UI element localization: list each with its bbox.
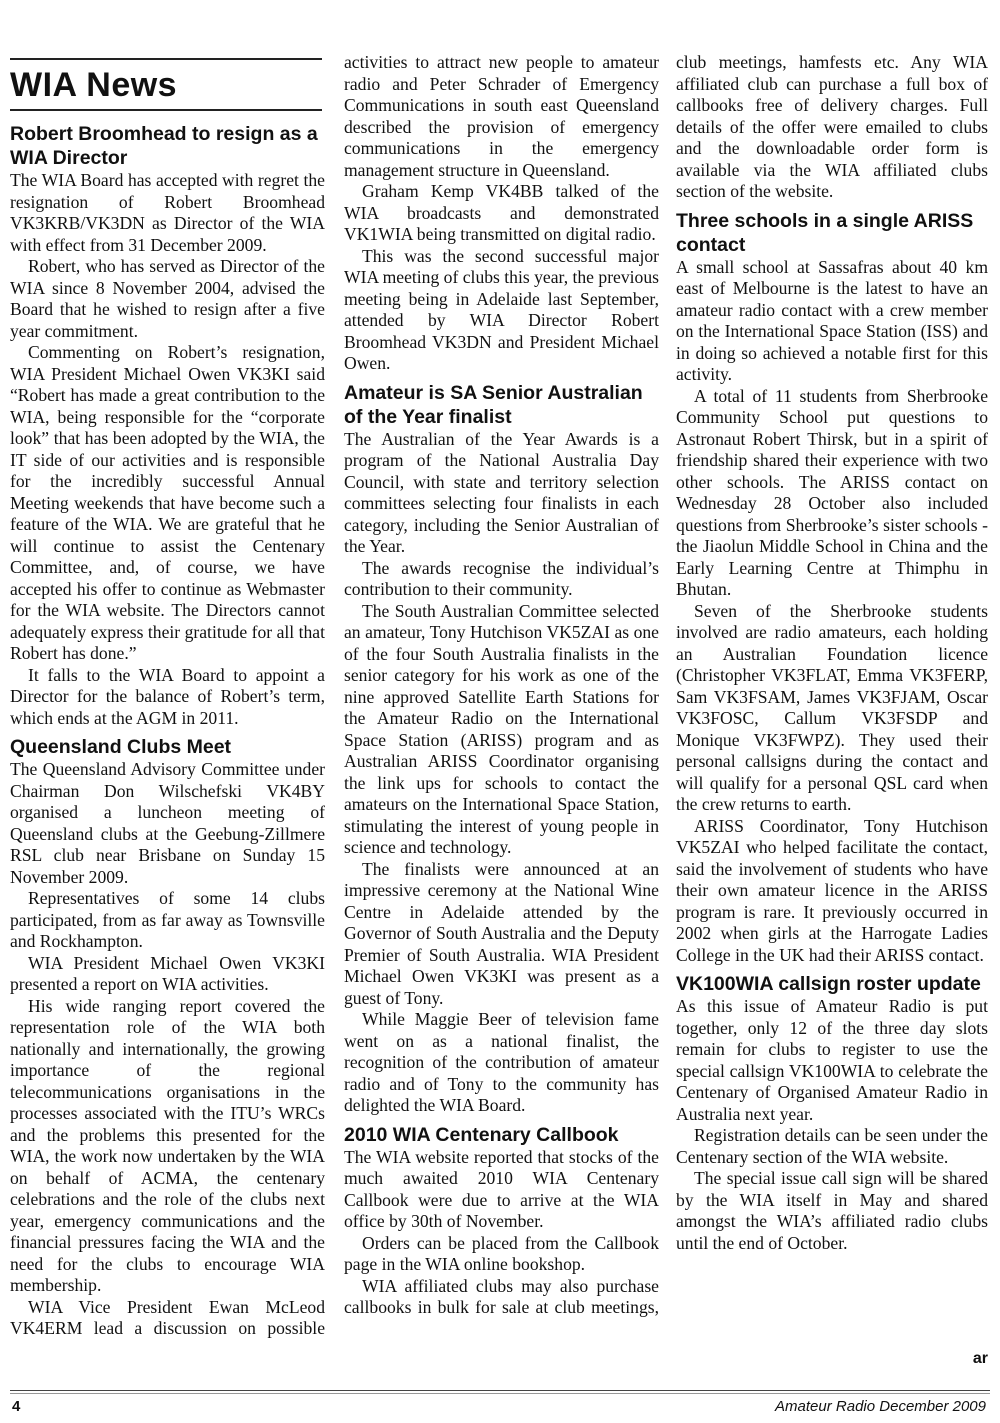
paragraph-continues: WIA Vice President Ewan McLeod VK4ERM lead a discussion on possible <box>10 1296 325 1338</box>
paragraph: ARISS Coordinator, Tony Hutchison VK5ZAI who helped facilitate the contact, said the involvement of students who have their own amateur licence in the ARISS program is rare. It previously occurred in 2002 when girls at the Harrogate Ladies College in the UK had their ARISS contact. <box>676 815 988 965</box>
paragraph: Robert, who has served as Director of the WIA since 8 November 2004, advised the Board that he wished to resign after a five year commitment. <box>10 256 325 341</box>
column-2 <box>344 52 659 1319</box>
article-heading-ariss: Three schools in a single ARISS contact <box>676 209 974 256</box>
paragraph: This was the second successful major WIA meeting of clubs this year, the previous meeting being in Adelaide last September, attended by WIA Director Robert Broomhead VK3DN and President Michael Owen. <box>344 245 659 373</box>
paragraph: club meetings, hamfests etc. Any WIA affiliated club can purchase a full box of callbooks free of delivery charges. Full details of the offer were emailed to clubs and the downloadable order form is available via the WIA affiliated clubs section of the website. <box>676 52 988 201</box>
article-heading-broomhead: Robert Broomhead to resign as a WIA Director <box>10 123 318 169</box>
article-heading-queensland: Queensland Clubs Meet <box>10 736 232 758</box>
page-title: WIA News <box>10 66 178 104</box>
signoff-mark: ar <box>972 1350 988 1367</box>
article-heading-senior: Amateur is SA Senior Australian of the Year finalist <box>344 381 643 428</box>
paragraph: The finalists were announced at an impressive ceremony at the National Wine Centre in Adelaide attended by the Governor of South Australia and the Deputy Premier of South Australia. WIA President Michael Owen VK3KI was present as a guest of Tony. <box>344 858 659 1008</box>
paragraph: Representatives of some 14 clubs participated, from as far away as Townsville and Rockhampton. <box>10 888 325 951</box>
article-heading-callbook: 2010 WIA Centenary Callbook <box>344 1123 619 1146</box>
paragraph: activities to attract new people to amateur radio and Peter Schrader of Emergency Communications in south east Queensland described the provision of emergency communications in the emergency management structure in Queensland. <box>344 52 659 180</box>
masthead-top-rule <box>10 58 322 60</box>
paragraph: Graham Kemp VK4BB talked of the WIA broadcasts and demonstrated VK1WIA being transmitted on digital radio. <box>344 181 659 244</box>
paragraph-continues: WIA affiliated clubs may also purchase callbooks in bulk for sale at club meetings, <box>344 1275 659 1317</box>
masthead <box>10 58 322 111</box>
paragraph: The special issue call sign will be shared by the WIA itself in May and shared amongst the WIA’s affiliated radio clubs until the end of October. <box>676 1168 988 1253</box>
paragraph: Registration details can be seen under the Centenary section of the WIA website. <box>676 1125 988 1167</box>
paragraph: The WIA Board has accepted with regret the resignation of Robert Broomhead VK3KRB/VK3DN as Director of the WIA with effect from 31 December 2009. <box>10 170 325 255</box>
paragraph: The South Australian Committee selected an amateur, Tony Hutchison VK5ZAI as one of the four South Australia finalists in the senior category for his work as one of the nine approved Satellite Earth Stations for the Amateur Radio on the International Space Station (ARISS) program and as Australian ARISS Coordinator organising the link ups for schools to contact the amateurs on the International Space Station, stimulating the interest of young people in science and technology. <box>344 600 659 857</box>
paragraph: The awards recognise the individual’s contribution to their community. <box>344 557 659 599</box>
masthead-bottom-rule <box>10 109 322 111</box>
paragraph: The WIA website reported that stocks of the much awaited 2010 WIA Centenary Callbook were due to arrive at the WIA office by 30th of November. <box>344 1146 659 1231</box>
paragraph: Seven of the Sherbrooke students involved are radio amateurs, each holding an Australian Foundation licence (Christopher VK3FLAT, Emma VK3FERP, Sam VK3FSAM, James VK3FJAM, Oscar VK3FOSC, Callum VK3FSDP and Monique VK3FWPZ). They used their personal callsigns during the contact and will qualify for a personal QSL card when the crew returns to earth. <box>676 600 988 814</box>
paragraph: A small school at Sassafras about 40 km east of Melbourne is the latest to have an amateur radio contact with a crew member on the International Space Station (ISS) and in doing so achieved a notable first for this activity. <box>676 256 988 384</box>
footer-rule-secondary <box>10 1393 990 1394</box>
paragraph: A total of 11 students from Sherbrooke Community School put questions to Astronaut Robert Thirsk, but in a spirit of friendship shared their experience with two other schools. The ARISS contact on Wednesday 28 October also included questions from Sherbrooke’s sister schools - the Jiaolun Middle School in China and the Early Learning Centre at Thimphu in Bhutan. <box>676 385 988 599</box>
paragraph: The Queensland Advisory Committee under Chairman Don Wilschefski VK4BY organised a luncheon meeting of Queensland clubs at the Geebung-Zillmere RSL club near Brisbane on Sunday 15 November 2009. <box>10 759 325 887</box>
article-heading-roster: VK100WIA callsign roster update <box>676 973 981 995</box>
paragraph: As this issue of Amateur Radio is put together, only 12 of the three day slots remain for clubs to register to use the special callsign VK100WIA to celebrate the Centenary of Organised Amateur Radio in Australia next year. <box>676 996 988 1124</box>
page-number: 4 <box>12 1398 21 1415</box>
issue-line: Amateur Radio December 2009 <box>775 1398 986 1415</box>
paragraph: It falls to the WIA Board to appoint a Director for the balance of Robert’s term, which ends at the AGM in 2011. <box>10 664 325 728</box>
column-1 <box>10 122 325 1340</box>
footer-rule <box>10 1390 990 1391</box>
paragraph: His wide ranging report covered the representation role of the WIA both nationally and internationally, the growing importance of the regional telecommunications organisations in the processes associated with the ITU’s WRCs and the problems this presented for the WIA, the work now undertaken by the WIA on behalf of ACMA, the centenary celebrations and the role of the clubs next year, emergency communications and the financial pressures facing the WIA and the need for the clubs to encourage WIA membership. <box>10 995 325 1295</box>
paragraph: While Maggie Beer of television fame went on as a national finalist, the recognition of the contribution of amateur radio and of Tony to the community has delighted the WIA Board. <box>344 1009 659 1115</box>
paragraph: The Australian of the Year Awards is a program of the National Australia Day Council, with state and territory selection committees selecting four finalists in each category, including the Senior Australian of the Year. <box>344 428 659 556</box>
column-3 <box>676 52 988 1254</box>
paragraph: Orders can be placed from the Callbook page in the WIA online bookshop. <box>344 1232 659 1274</box>
paragraph: Commenting on Robert’s resignation, WIA President Michael Owen VK3KI said “Robert has made a great contribution to the WIA, being responsible for the “corporate look” that has been adopted by the WIA, the IT side of our activities and is responsible for the incredibly successful Annual Meeting weekends that have become such a feature of the WIA. We are grateful that he will continue to assist the Centenary Committee, and, of course, we have accepted his offer to continue as Webmaster for the WIA website. The Directors cannot adequately express their gratitude for all that Robert has done.” <box>10 342 325 663</box>
paragraph: WIA President Michael Owen VK3KI presented a report on WIA activities. <box>10 952 325 994</box>
